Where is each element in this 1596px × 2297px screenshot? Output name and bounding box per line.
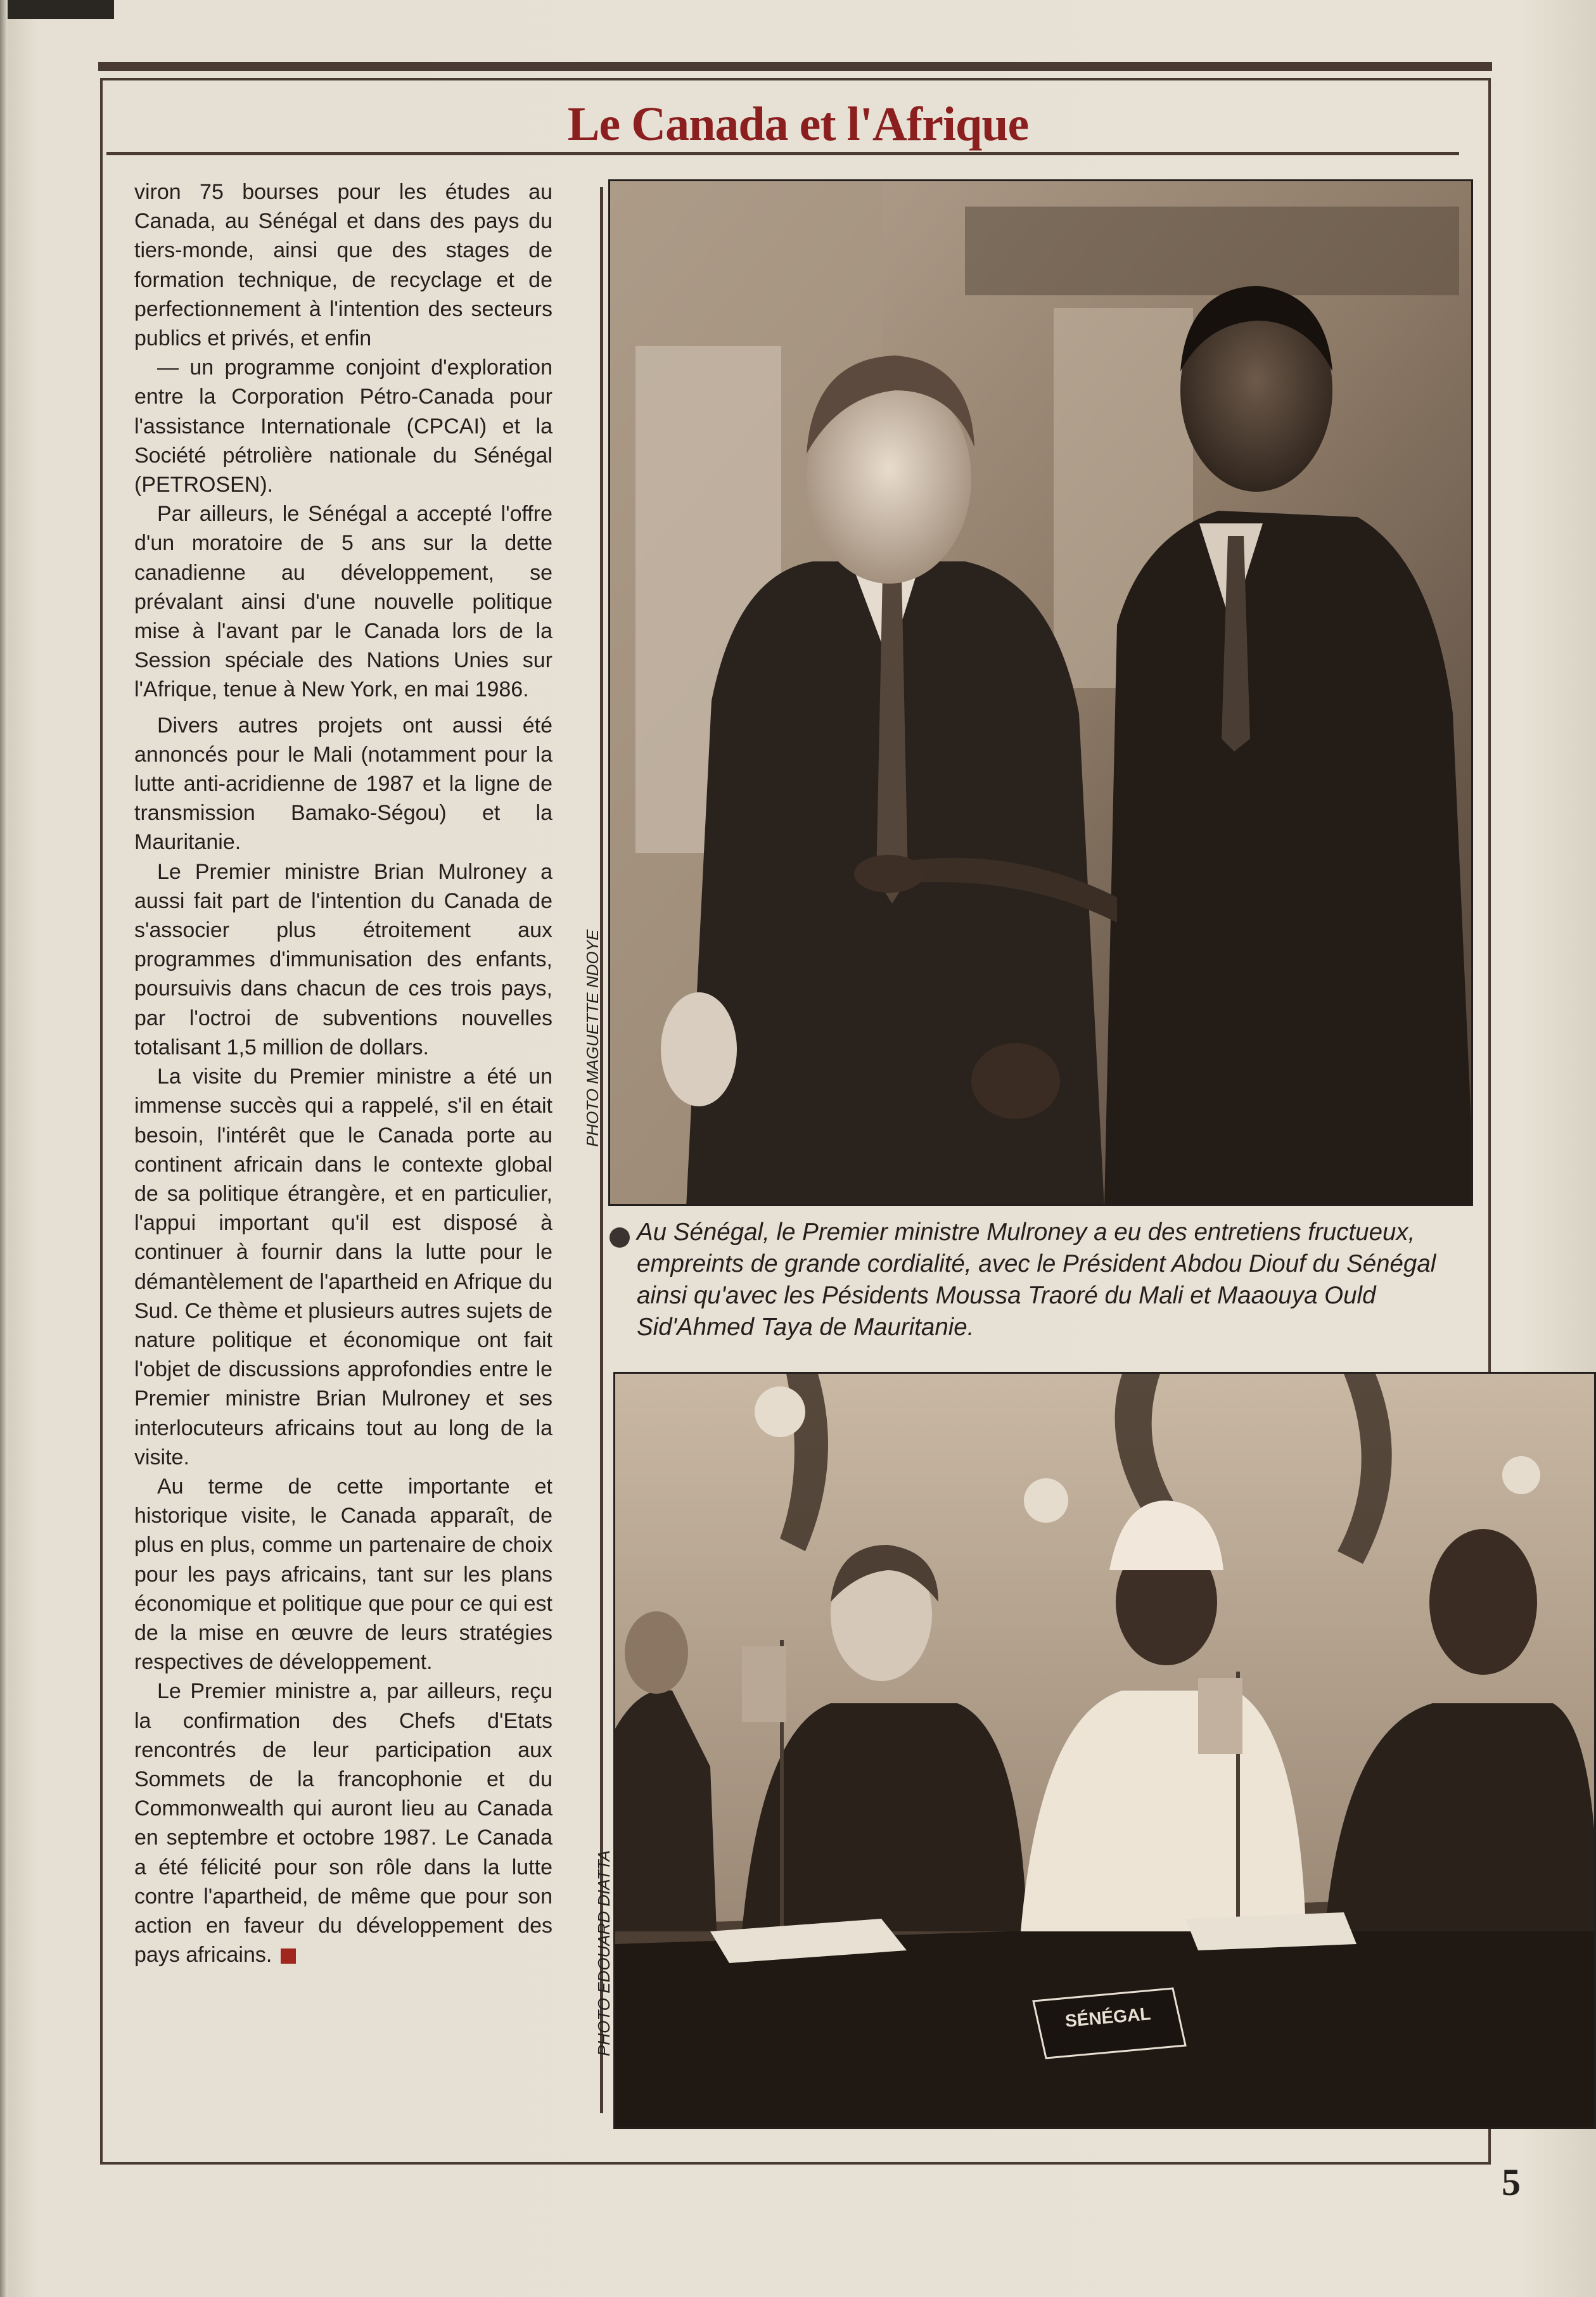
article-body	[134, 177, 552, 1969]
paragraph-last	[134, 1677, 552, 1969]
page-number: 5	[1502, 2161, 1521, 2203]
paragraph: La visite du Premier ministre a été un immense succès qui a rappelé, s'il en était besoin, l'intérêt que le Canada porte au continent africain dans le contexte global de sa politique étrangère, et en particulier, l'appui important qu'il est disposé à continuer à fournir dans la lutte pour le démantèlement de l'apartheid en Afrique du Sud. Ce thème et plusieurs autres sujets de nature politique et économique ont fait l'objet de discussions approfondies entre le Premier ministre Brian Mulroney et ses interlocuteurs africains tout au long de la visite.	[134, 1065, 552, 1469]
column-rule	[600, 187, 603, 2113]
top-rule	[98, 62, 1492, 71]
title-rule	[106, 152, 1459, 155]
paragraph: viron 75 bourses pour les études au Canada, au Sénégal et dans des pays du tiers-monde, ainsi que des stages de formation technique, de recyclage et de perfectionnement à l'intention des secteurs publics et privés, et enfin	[134, 180, 552, 351]
paragraph: Divers autres projets ont aussi été annoncés pour le Mali (notamment pour la lutte anti-acridienne de 1987 et la ligne de transmission Bamako-Ségou) et la Mauritanie.	[134, 713, 552, 855]
name-placard-label: SÉNÉGAL	[1064, 2004, 1152, 2031]
photo-caption: Au Sénégal, le Premier ministre Mulroney a eu des entretiens fructueux, empreints de grande cordialité, avec le Président Abdou Diouf du Sénégal ainsi qu'avec les Pésidents Moussa Traoré du Mali et Maaouya Ould Sid'Ahmed Taya de Mauritanie.	[637, 1219, 1436, 1341]
paragraph: Au terme de cette importante et historique visite, le Canada apparaît, de plus en plus, comme un partenaire de choix pour les pays africains, tant sur les plans économique et politique que pour ce qui est de la mise en œuvre de leurs stratégies respectives de développement.	[134, 1474, 552, 1675]
photo-signing-table	[613, 1372, 1596, 2129]
end-mark	[281, 1948, 296, 1964]
paragraph: Par ailleurs, le Sénégal a accepté l'offre d'un moratoire de 5 ans sur la dette canadienne au développement, se prévalant ainsi d'une nouvelle politique mise à l'avant par le Canada lors de la Session spéciale des Nations Unies sur l'Afrique, tenue à New York, en mai 1986.	[134, 502, 552, 702]
caption-bullet-icon	[610, 1227, 630, 1248]
photo-mulroney-diouf	[608, 179, 1473, 1206]
photo-credit: PHOTO MAGUETTE NDOYE	[583, 929, 602, 1147]
paragraph: Le Premier ministre Brian Mulroney a aussi fait part de l'intention du Canada de s'associer plus étroitement aux programmes d'immunisation des enfants, poursuivis dans chacun de ces trois pays, par l'octroi de subventions nouvelles totalisant 1,5 million de dollars.	[134, 859, 552, 1059]
photo-credit: PHOTO EDOUARD DIATTA	[594, 1850, 613, 2056]
paragraph-text: Le Premier ministre a, par ailleurs, reçu la confirmation des Chefs d'Etats rencontrés de leur participation aux Sommets de la francophonie et du Commonwealth qui auront lieu au Canada en septembre et octobre 1987. Le Canada a été félicité pour son rôle dans la lutte contre l'apartheid, de même que pour son action en faveur du développement des pays africains.	[134, 1679, 552, 1967]
photo-1-illustration	[610, 181, 1473, 1206]
scan-edge-shadow	[0, 0, 114, 19]
paragraph: — un programme conjoint d'exploration entre la Corporation Pétro-Canada pour l'assistance Internationale (CPCAI) et la Société pétrolière nationale du Sénégal (PETROSEN).	[134, 355, 552, 497]
scan-spine-shadow	[0, 0, 8, 2297]
page-title: Le Canada et l'Afrique	[567, 98, 1029, 151]
